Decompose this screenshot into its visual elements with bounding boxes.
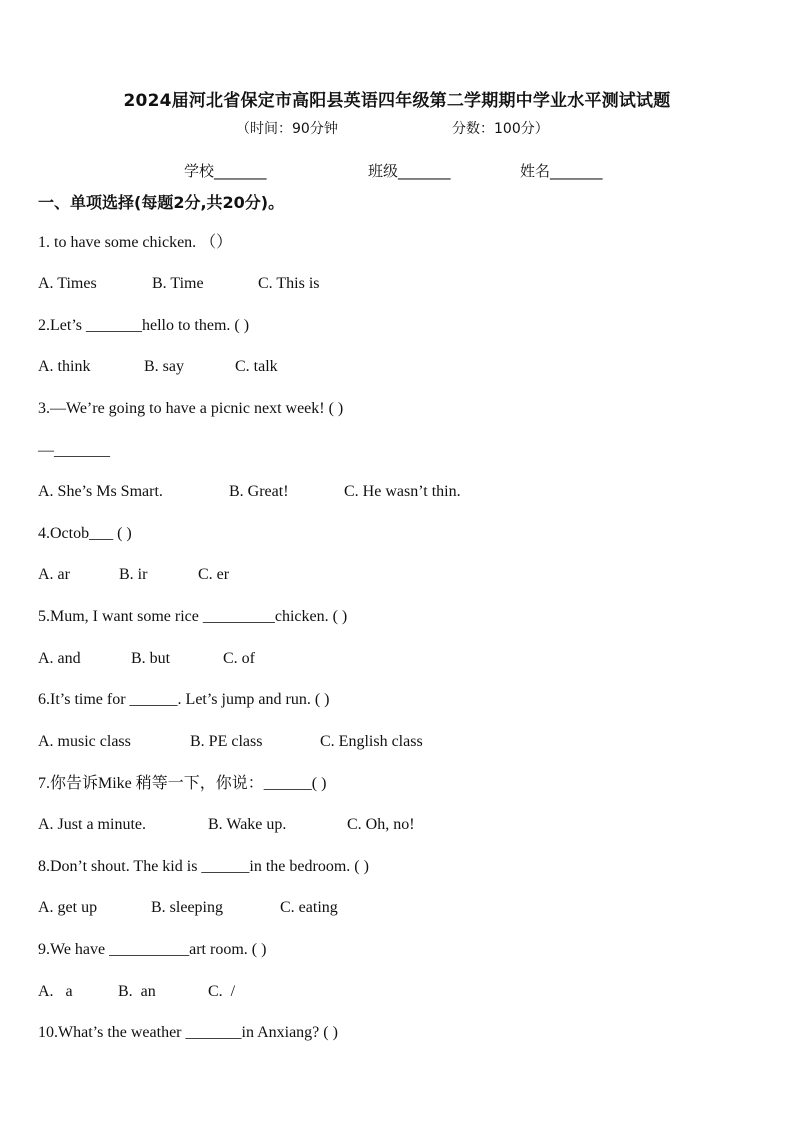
option-c: C. / [208,983,236,1000]
option-c: C. eating [280,899,338,916]
option-c: C. English class [320,733,423,750]
option-a: A. get up [38,899,98,916]
question-stem: 8.Don’t shout. The kid is ______in the bedroom. ( ) [38,858,369,875]
option-c: C. of [223,650,255,667]
option-c: C. He wasn’t thin. [344,483,461,500]
option-c: C. This is [258,275,320,292]
option-b: B. PE class [190,733,263,750]
exam-time: （时间：90分钟 [236,121,338,137]
option-a: A. music class [38,733,131,750]
option-b: B. say [144,358,184,375]
option-a: A. Times [38,275,97,292]
question-stem: 4.Octob___ ( ) [38,525,132,542]
option-a: A. Just a minute. [38,816,146,833]
option-c: C. Oh, no! [347,816,415,833]
option-a: A. and [38,650,81,667]
option-b: B. sleeping [151,899,223,916]
question-stem: 6.It’s time for ______. Let’s jump and run. ( ) [38,691,330,708]
exam-title: 2024届河北省保定市高阳县英语四年级第二学期期中学业水平测试试题 [123,91,671,111]
question-stem: 5.Mum, I want some rice _________chicken. ( ) [38,608,348,625]
option-b: B. Wake up. [208,816,287,833]
option-b: B. an [118,983,156,1000]
question-stem: 9.We have __________art room. ( ) [38,941,267,958]
option-a: A. She’s Ms Smart. [38,483,163,500]
option-a: A. think [38,358,91,375]
name-field: 姓名_______ [520,162,603,180]
option-a: A. a [38,983,73,1000]
question-stem: 3.—We’re going to have a picnic next week! ( ) [38,400,344,417]
option-a: A. ar [38,566,70,583]
exam-score: 分数：100分） [452,121,549,137]
question-stem: 7.你告诉Mike 稍等一下，你说：______( ) [38,775,327,792]
option-c: C. er [198,566,230,583]
class-field: 班级_______ [368,162,451,180]
question-stem: 1. to have some chicken. （） [38,234,233,251]
option-b: B. Great! [229,483,289,500]
question-stem: 2.Let’s _______hello to them. ( ) [38,317,250,334]
question-stem: 10.What’s the weather _______in Anxiang? ( ) [38,1024,338,1041]
option-b: B. Time [152,275,204,292]
answer-blank: —_______ [38,442,110,459]
section-heading: 一、单项选择(每题2分,共20分)。 [38,193,285,212]
option-b: B. but [131,650,171,667]
option-b: B. ir [119,566,148,583]
option-c: C. talk [235,358,278,375]
school-field: 学校_______ [184,162,267,180]
